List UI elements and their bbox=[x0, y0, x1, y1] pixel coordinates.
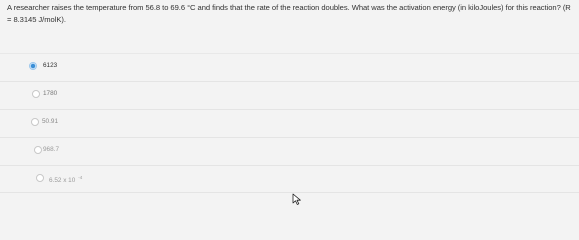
mouse-pointer-icon bbox=[292, 193, 302, 205]
answer-option-label-exponent: -4 bbox=[78, 175, 83, 180]
answer-option-label: 1780 bbox=[43, 90, 58, 97]
answer-option-2[interactable] bbox=[0, 81, 579, 109]
answer-option-label bbox=[49, 173, 82, 186]
answer-option-label: 968.7 bbox=[43, 146, 59, 153]
answer-option-3[interactable] bbox=[0, 109, 579, 137]
radio-button-selected[interactable] bbox=[29, 62, 37, 70]
radio-button[interactable] bbox=[34, 146, 42, 154]
answer-option-label-base: 6.52 x 10 bbox=[49, 177, 76, 184]
answer-option-label: 50.91 bbox=[42, 118, 58, 125]
radio-button[interactable] bbox=[32, 90, 40, 98]
answer-option-4[interactable] bbox=[0, 137, 579, 165]
answer-option-1[interactable] bbox=[0, 53, 579, 81]
radio-button[interactable] bbox=[31, 118, 39, 126]
question-text: A researcher raises the temperature from 56.8 to 69.6 °C and finds that the rate of the reaction doubles. What was the activation energy (in kiloJoules) for this reaction? (R = 8.3145 J/molK). bbox=[7, 3, 571, 24]
answer-option-5[interactable] bbox=[0, 165, 579, 193]
answer-option-label: 6123 bbox=[43, 62, 58, 69]
answer-options bbox=[0, 53, 579, 193]
radio-button[interactable] bbox=[36, 174, 44, 182]
